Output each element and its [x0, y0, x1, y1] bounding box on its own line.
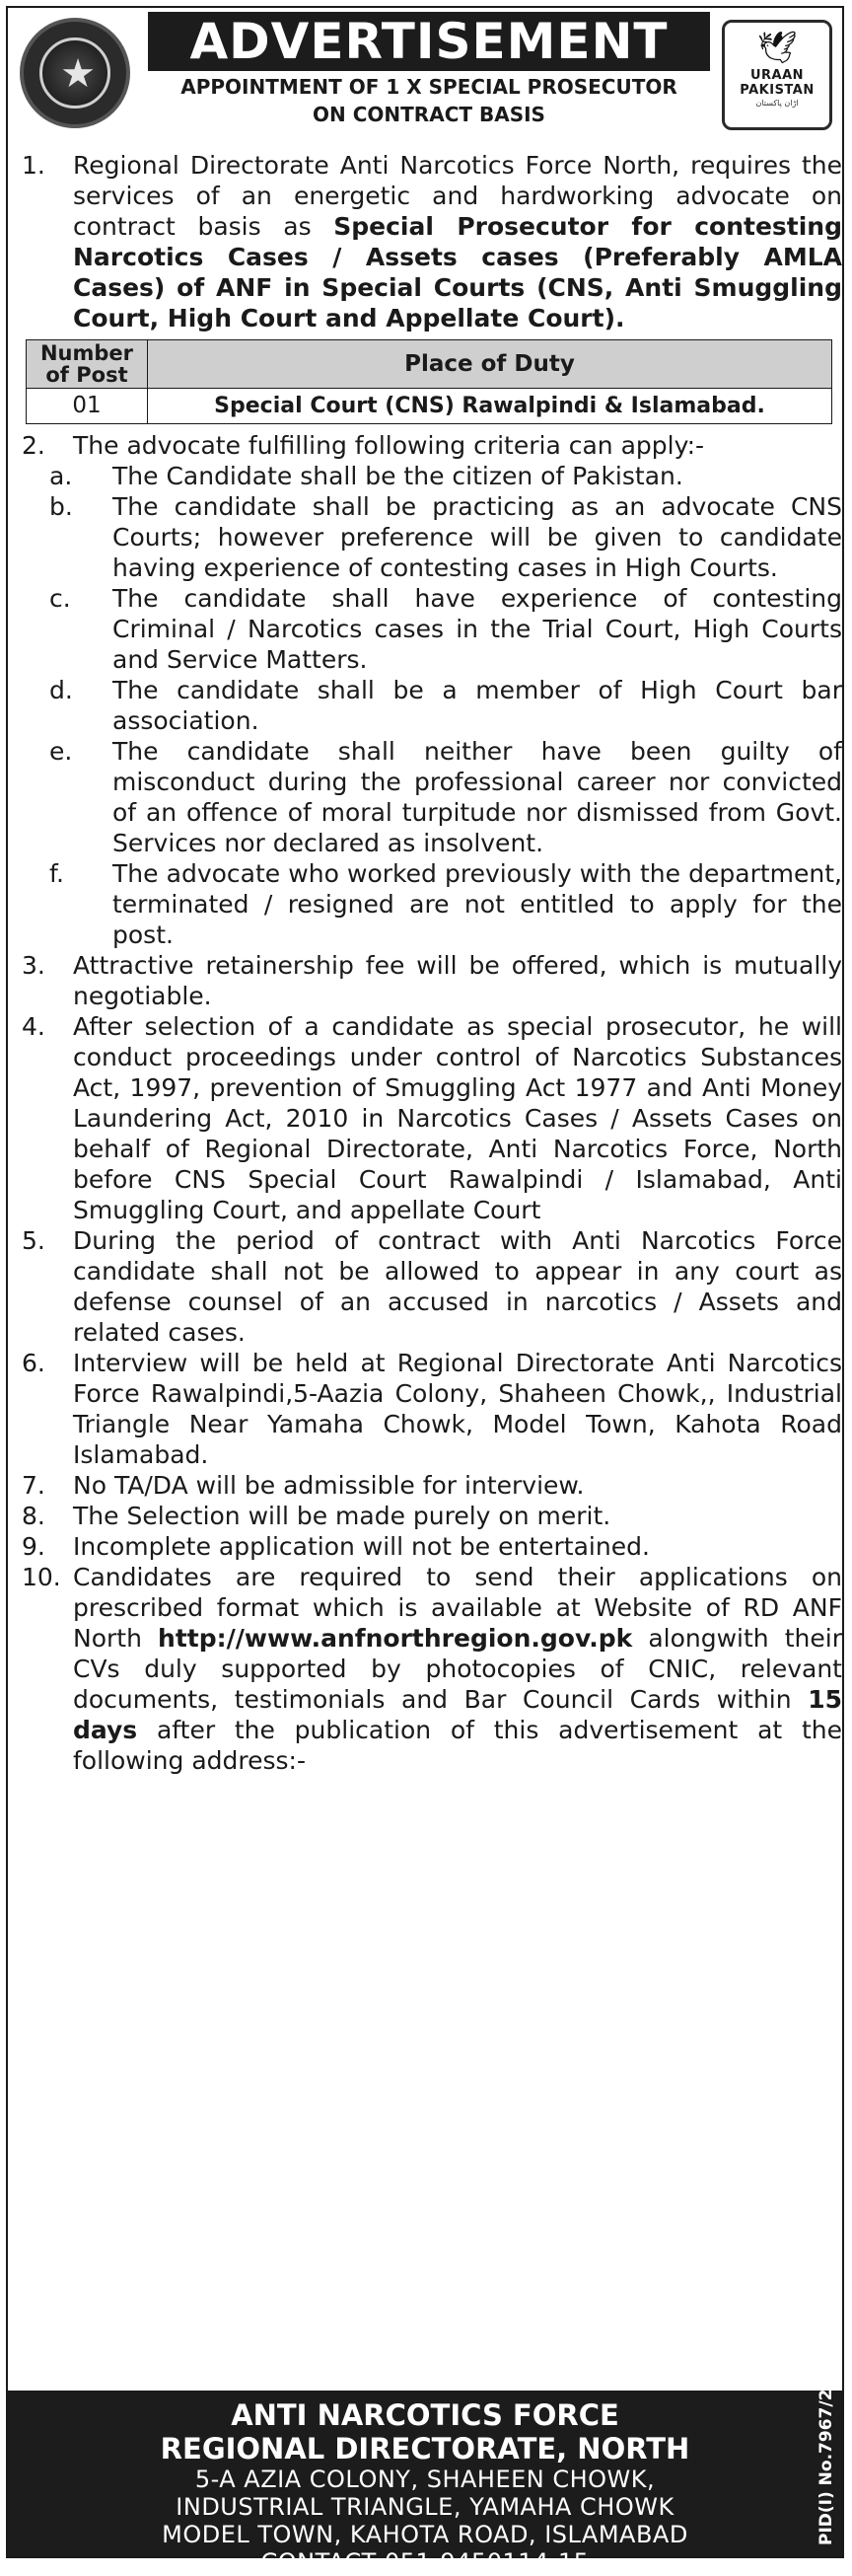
table-cell-place: Special Court (CNS) Rawalpindi & Islamabad. [148, 389, 832, 424]
subtitle-line-1: APPOINTMENT OF 1 X SPECIAL PROSECUTOR [180, 75, 677, 99]
advertisement-frame [6, 6, 844, 2576]
duty-table [26, 339, 832, 424]
table-header-place: Place of Duty [148, 340, 832, 389]
point-8: 8. The Selection will be made purely on merit. [22, 1502, 611, 1530]
footer-address-2: INDUSTRIAL TRIANGLE, YAMAHA CHOWK [176, 2493, 674, 2521]
criteria-d: d. The candidate shall be a member of High Court bar association. [49, 676, 842, 735]
point-10: 10. Candidates are required to send their applications on prescribed format which is available at Website of RD ANF North http://www.anfnorthregion.gov.pk alongwith their CVs duly supported by photocopies of CNIC, relevant documents, testimonials and Bar Council Cards within 15 days after the publication of this advertisement at the following address:- [22, 1563, 842, 1775]
criteria-e: e. The candidate shall neither have been guilty of misconduct during the professional career nor convicted of an offence of moral turpitude nor dismissed from Govt. Services nor declared as insolvent. [49, 737, 842, 857]
criteria-f: f. The advocate who worked previously with the department, terminated / resigned are not entitled to apply for the post. [49, 859, 842, 949]
criteria-b: b. The candidate shall be practicing as an advocate CNS Courts; however preference will be given to candidate having experience of contesting cases in High Courts. [49, 492, 842, 582]
anf-emblem-icon: ★ [20, 18, 130, 128]
header [8, 8, 842, 146]
point-3: 3. Attractive retainership fee will be offered, which is mutually negotiable. [22, 951, 842, 1010]
point-2: 2. The advocate fulfilling following criteria can apply:- [22, 431, 705, 460]
point-9: 9. Incomplete application will not be entertained. [22, 1532, 650, 1561]
footer-contact: CONTACT 051-9450114-15 [260, 2548, 590, 2576]
table-cell-posts: 01 [27, 389, 148, 424]
ad-title: ADVERTISEMENT [148, 12, 710, 71]
uraan-logo-text: URAAN PAKISTAN [740, 68, 815, 98]
bird-icon: 🕊 [756, 29, 798, 66]
intro-text: Regional Directorate Anti Narcotics Force North, requires the services of an energetic and hardworking advocate on contract basis as [73, 151, 842, 241]
subtitle-line-2: ON CONTRACT BASIS [313, 103, 545, 126]
ad-subtitle [148, 73, 710, 128]
uraan-logo-urdu: اڑان پاکستان [755, 99, 799, 108]
address-footer [8, 2391, 842, 2576]
table-row [27, 389, 832, 424]
intro-bold-text: Special Prosecutor for contesting Narcotics Cases / Assets cases (Preferably AMLA Cases) of ANF in Special Courts (CNS, Anti Smuggling Court, High Court and Appellate Court). [73, 212, 842, 332]
footer-address-1: 5-A AZIA COLONY, SHAHEEN CHOWK, [194, 2466, 656, 2493]
point-4: 4. After selection of a candidate as special prosecutor, he will conduct proceedings under control of Narcotics Substances Act, 1997, prevention of Smuggling Act 1977 and Anti Money Laundering Act, 2010 in Narcotics Cases / Assets Cases on behalf of Regional Directorate, Anti Narcotics Force, North before CNS Special Court Rawalpindi / Islamabad, Anti Smuggling Court, and appellate Court [22, 1012, 842, 1224]
footer-directorate: REGIONAL DIRECTORATE, NORTH [160, 2432, 690, 2466]
ad-body [22, 150, 842, 1776]
pid-number: PID(I) No.7967/24 [816, 2377, 836, 2545]
criteria-a: a. The Candidate shall be the citizen of Pakistan. [49, 462, 683, 490]
point-5: 5. During the period of contract with Anti Narcotics Force candidate shall not be allowed to appear in any court as defense counsel of an accused in narcotics / Assets and related cases. [22, 1226, 842, 1347]
point-1: 1. Regional Directorate Anti Narcotics Force North, requires the services of an energetic and hardworking advocate on contract basis as Special Prosecutor for contesting Narcotics Cases / Assets cases (Preferably AMLA Cases) of ANF in Special Courts (CNS, Anti Smuggling Court, High Court and Appellate Court). [22, 151, 842, 332]
website-link[interactable]: http://www.anfnorthregion.gov.pk [158, 1624, 633, 1653]
table-header-posts: Number of Post [27, 340, 148, 389]
point-6: 6. Interview will be held at Regional Directorate Anti Narcotics Force Rawalpindi,5-Aazia Colony, Shaheen Chowk,, Industrial Triangle Near Yamaha Chowk, Model Town, Kahota Road Islamabad. [22, 1349, 842, 1469]
point-7: 7. No TA/DA will be admissible for interview. [22, 1471, 585, 1500]
criteria-c: c. The candidate shall have experience of contesting Criminal / Narcotics cases in the Trial Court, High Courts and Service Matters. [49, 584, 842, 674]
deadline-days: 15 days [73, 1685, 842, 1744]
footer-address-3: MODEL TOWN, KAHOTA ROAD, ISLAMABAD [162, 2521, 688, 2548]
uraan-pakistan-logo [722, 20, 832, 130]
footer-org: ANTI NARCOTICS FORCE [231, 2398, 619, 2432]
